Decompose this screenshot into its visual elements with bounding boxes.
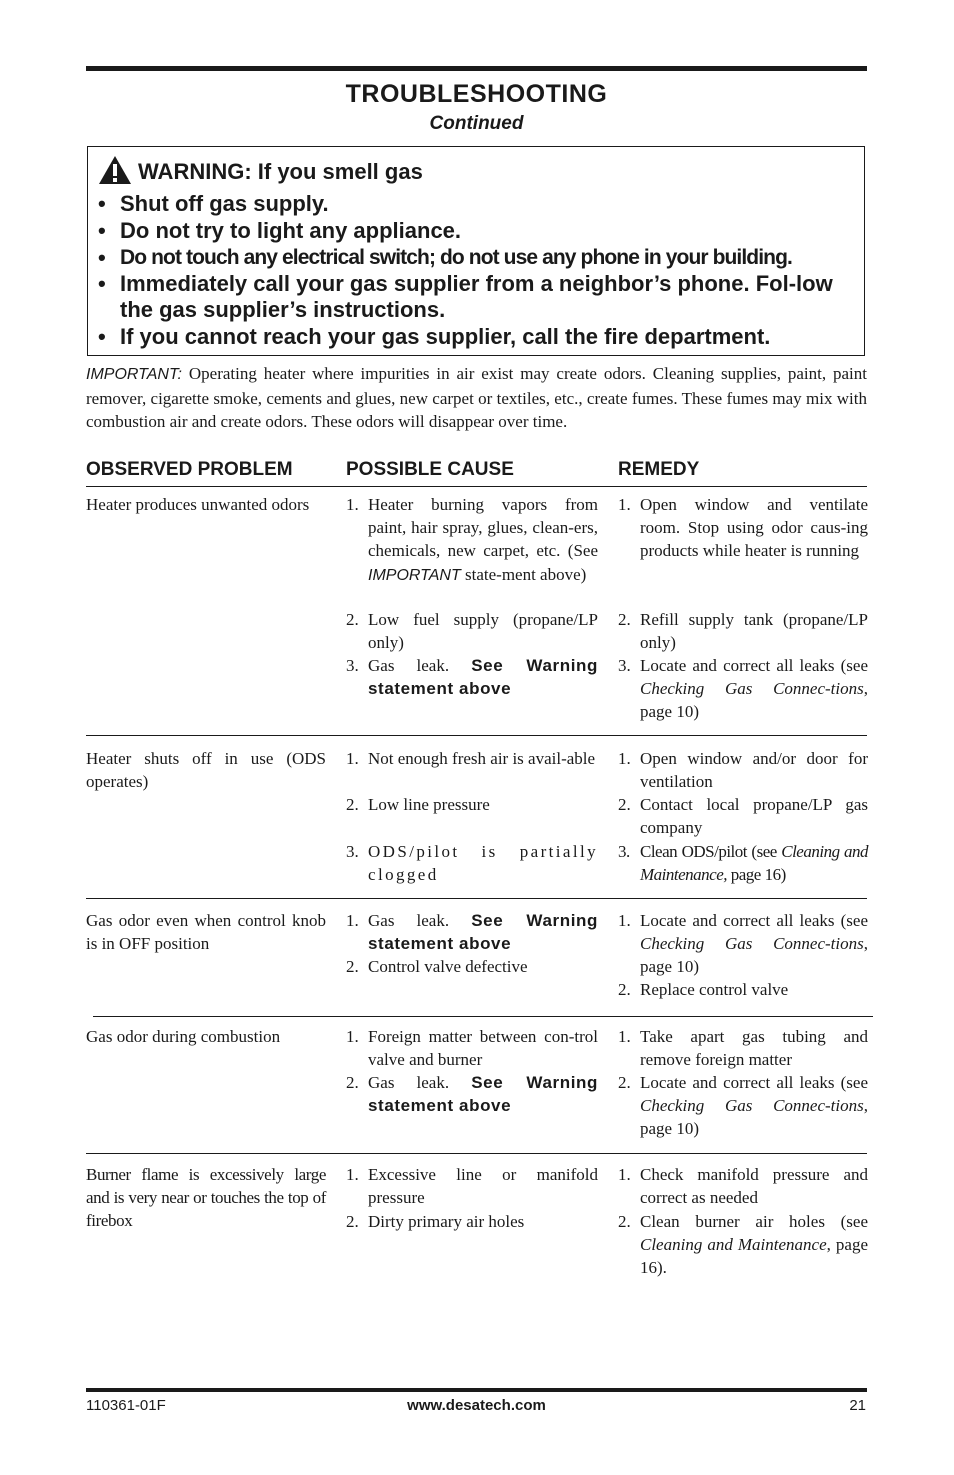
warning-bullet: • Do not try to light any appliance. [98, 218, 462, 243]
row-problem: Gas odor even when control knob is in OFF position [86, 911, 326, 954]
row-divider [86, 1153, 867, 1154]
page-subtitle: Continued [429, 113, 524, 134]
important-label: IMPORTANT: [86, 366, 182, 383]
cause-item: 3. ODS/pilot is partially clogged [346, 842, 598, 885]
important-text: Operating heater where impurities in air exist may create odors. Cleaning supplies, paint, paint remover, cigarette smoke, cements and glues, new carpet or textiles, etc., create fumes. These fumes may mix with combustion air and create odors. These odors will disappear over time. [86, 364, 867, 431]
cause-item: 3. Gas leak. See Warning statement above [346, 656, 598, 699]
remedy-item: 1. Locate and correct all leaks (see Checking Gas Connec-tions, page 10) [618, 911, 868, 977]
gas-warning-box [87, 146, 865, 356]
remedy-item: 1. Open window and ventilate room. Stop using odor caus-ing products while heater is running [618, 495, 868, 561]
warning-triangle-icon [98, 155, 132, 185]
header-observed-problem: OBSERVED PROBLEM [86, 459, 293, 480]
remedy-item: 2. Locate and correct all leaks (see Checking Gas Connec-tions, page 10) [618, 1073, 868, 1139]
remedy-item: 1. Take apart gas tubing and remove foreign matter [618, 1027, 868, 1070]
warning-heading-text: WARNING: If you smell gas [138, 159, 423, 184]
page-title: TROUBLESHOOTING [345, 80, 608, 108]
row-problem: Heater produces unwanted odors [86, 495, 310, 514]
row-problem: Gas odor during combustion [86, 1027, 281, 1046]
cause-item: 1. Gas leak. See Warning statement above [346, 911, 598, 954]
warning-heading [98, 155, 423, 185]
row-problem: Burner flame is excessively large and is very near or touches the top of firebox [86, 1165, 326, 1231]
page-number: 21 [849, 1397, 866, 1414]
remedy-item: 3. Locate and correct all leaks (see Checking Gas Connec-tions, page 10) [618, 656, 868, 722]
cause-item: 1. Foreign matter between con-trol valve and burner [346, 1027, 598, 1070]
row-divider [86, 898, 867, 899]
remedy-item: 2. Clean burner air holes (see Cleaning and Maintenance, page 16). [618, 1212, 869, 1278]
table-header-rule [86, 486, 867, 487]
warning-bullet: • Immediately call your gas supplier from a neighbor’s phone. Fol-low the gas supplier’s instructions. [98, 271, 833, 322]
cause-item: 1. Not enough fresh air is avail-able [346, 749, 596, 768]
remedy-item: 2. Replace control valve [618, 980, 789, 999]
cause-item: 2. Dirty primary air holes [346, 1212, 525, 1231]
cause-item: 2. Gas leak. See Warning statement above [346, 1073, 598, 1116]
header-possible-cause: POSSIBLE CAUSE [346, 459, 514, 480]
header-remedy: REMEDY [618, 459, 700, 480]
cause-item: 2. Low fuel supply (propane/LP only) [346, 610, 598, 653]
warning-bullet: • If you cannot reach your gas supplier, call the fire department. [98, 324, 771, 349]
row-problem: Heater shuts off in use (ODS operates) [86, 749, 326, 792]
cause-item: 2. Control valve defective [346, 957, 528, 976]
remedy-item: 3. Clean ODS/pilot (see Cleaning and Maintenance, page 16) [618, 842, 868, 885]
website-link[interactable]: www.desatech.com [407, 1397, 546, 1414]
remedy-item: 1. Open window and/or door for ventilation [618, 749, 868, 792]
top-rule [86, 66, 867, 71]
warning-bullet: • Shut off gas supply. [98, 191, 329, 216]
footer-rule [86, 1388, 867, 1392]
important-note [86, 362, 867, 434]
row-divider [86, 735, 867, 736]
cause-item: 1. Heater burning vapors from paint, hair spray, glues, clean-ers, chemicals, new carpet, etc. (See IMPORTANT state-ment above) [346, 495, 598, 584]
remedy-item: 1. Check manifold pressure and correct as needed [618, 1165, 868, 1208]
cause-item: 1. Excessive line or manifold pressure [346, 1165, 598, 1208]
cause-item: 2. Low line pressure [346, 795, 490, 814]
document-number: 110361-01F [86, 1397, 166, 1414]
remedy-item: 2. Contact local propane/LP gas company [618, 795, 868, 838]
remedy-item: 2. Refill supply tank (propane/LP only) [618, 610, 868, 653]
row-divider [93, 1016, 873, 1017]
warning-bullet: • Do not touch any electrical switch; do not use any phone in your building. [98, 245, 792, 270]
